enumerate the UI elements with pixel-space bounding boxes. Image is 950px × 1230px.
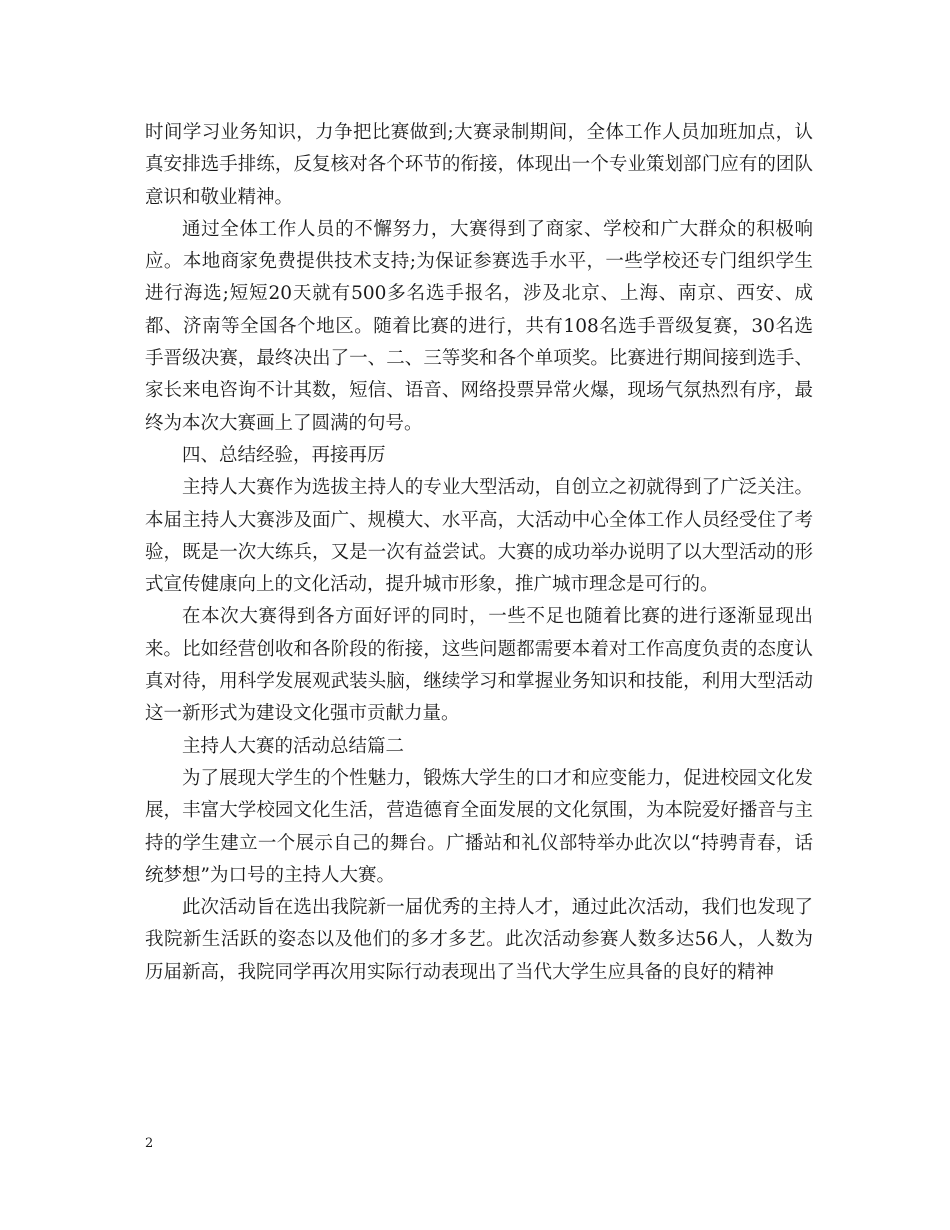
paragraph-continuation: 时间学习业务知识，力争把比赛做到;大赛录制期间，全体工作人员加班加点，认真安排选手排练，反复核对各个环节的衔接，体现出一个专业策划部门应有的团队意识和敬业精神。 (145, 122, 813, 208)
page-number: 2 (145, 1136, 154, 1151)
section-heading-part-two: 主持人大赛的活动总结篇二 (182, 735, 405, 757)
paragraph-competition-response: 通过全体工作人员的不懈努力，大赛得到了商家、学校和广大群众的积极响应。本地商家免费提供技术支持;为保证参赛选手水平，一些学校还专门组织学生进行海选;短短20天就有500多名选手报名，涉及北京、上海、南京、西安、成都、济南等全国各个地区。随着比赛的进行，共有108名选手晋级复赛，30名选手晋级决赛，最终决出了一、二、三等奖和各个单项奖。比赛进行期间接到选手、家长来电咨询不计其数，短信、语音、网络投票异常火爆，现场气氛热烈有序，最终为本次大赛画上了圆满的句号。 (145, 218, 813, 434)
paragraph-competition-significance: 主持人大赛作为选拔主持人的专业大型活动，自创立之初就得到了广泛关注。本届主持人大赛涉及面广、规模大、水平高，大活动中心全体工作人员经受住了考验，既是一次大练兵，又是一次有益尝试。大赛的成功举办说明了以大型活动的形式宣传健康向上的文化活动，提升城市形象，推广城市理念是可行的。 (145, 477, 813, 596)
document-page (145, 117, 813, 989)
paragraph-purpose: 为了展现大学生的个性魅力，锻炼大学生的口才和应变能力，促进校园文化发展，丰富大学校园文化生活，营造德育全面发展的文化氛围，为本院爱好播音与主持的学生建立一个展示自己的舞台。广播站和礼仪部特举办此次以“持骋青春，话统梦想”为口号的主持人大赛。 (145, 767, 813, 886)
paragraph-shortcomings: 在本次大赛得到各方面好评的同时，一些不足也随着比赛的进行逐渐显现出来。比如经营创收和各阶段的衔接，这些问题都需要本着对工作高度负责的态度认真对待，用科学发展观武装头脑，继续学习和掌握业务知识和技能，利用大型活动这一新形式为建设文化强市贡献力量。 (145, 606, 813, 725)
section-heading-summary: 四、总结经验，再接再厉 (182, 444, 386, 466)
paragraph-outcome: 此次活动旨在选出我院新一届优秀的主持人才，通过此次活动，我们也发现了我院新生活跃的姿态以及他们的多才多艺。此次活动参赛人数多达56人，人数为历届新高，我院同学再次用实际行动表现出了当代大学生应具备的良好的精神 (145, 897, 813, 983)
